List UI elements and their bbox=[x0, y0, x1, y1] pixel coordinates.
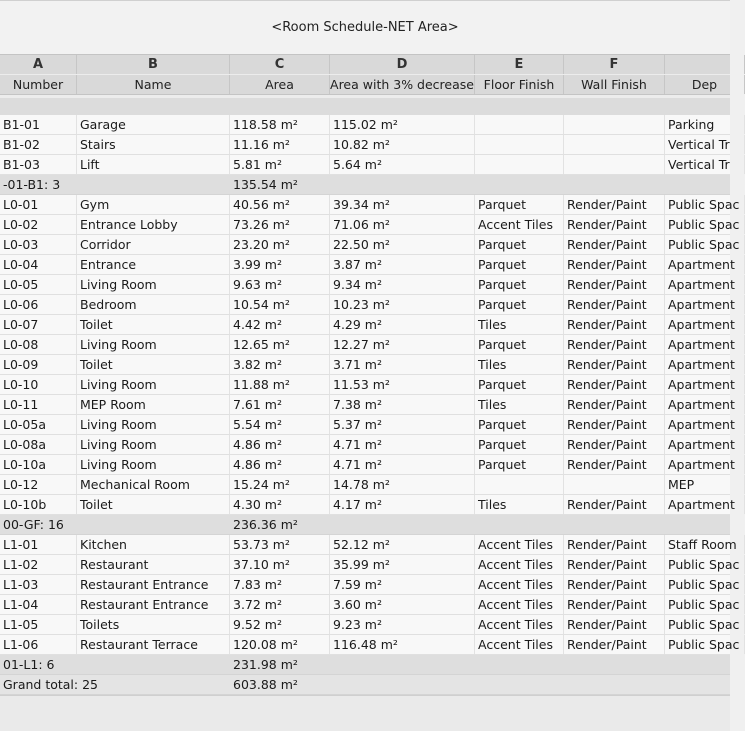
table-cell[interactable]: 7.83 m² bbox=[230, 575, 330, 594]
table-row[interactable] bbox=[0, 295, 735, 315]
table-cell[interactable]: Render/Paint bbox=[564, 455, 665, 474]
table-row[interactable] bbox=[0, 455, 735, 475]
table-cell[interactable]: 39.34 m² bbox=[330, 195, 475, 214]
table-cell[interactable]: 23.20 m² bbox=[230, 235, 330, 254]
table-cell[interactable]: L1-04 bbox=[0, 595, 77, 614]
table-cell[interactable]: Apartment bbox=[665, 395, 745, 414]
table-cell[interactable]: Grand total: 25 bbox=[3, 677, 98, 692]
table-cell[interactable]: L0-10a bbox=[0, 455, 77, 474]
table-cell[interactable] bbox=[665, 515, 745, 534]
table-cell[interactable]: 9.52 m² bbox=[230, 615, 330, 634]
column-header-4[interactable]: Floor Finish bbox=[475, 75, 564, 94]
table-cell[interactable]: Parquet bbox=[475, 435, 564, 454]
table-cell[interactable]: 12.65 m² bbox=[230, 335, 330, 354]
table-cell[interactable]: Restaurant bbox=[77, 555, 230, 574]
table-row[interactable] bbox=[0, 475, 730, 495]
table-cell[interactable]: Render/Paint bbox=[564, 275, 665, 294]
table-cell[interactable]: Parquet bbox=[475, 375, 564, 394]
table-cell[interactable]: Lift bbox=[77, 155, 230, 174]
table-cell[interactable]: Render/Paint bbox=[564, 435, 665, 454]
table-cell[interactable]: 9.63 m² bbox=[230, 275, 330, 294]
table-cell[interactable]: Corridor bbox=[77, 235, 230, 254]
table-cell[interactable]: 00-GF: 16 bbox=[3, 517, 64, 532]
table-cell[interactable]: -01-B1: 3 bbox=[3, 177, 61, 192]
table-cell[interactable]: Render/Paint bbox=[564, 595, 665, 614]
table-cell[interactable]: Public Spac bbox=[665, 595, 745, 614]
table-cell[interactable]: B1-02 bbox=[0, 135, 77, 154]
table-cell[interactable] bbox=[330, 175, 475, 194]
table-cell[interactable]: Bedroom bbox=[77, 295, 230, 314]
table-cell[interactable]: 10.54 m² bbox=[230, 295, 330, 314]
table-cell[interactable]: Parking bbox=[665, 115, 745, 134]
grand-total-row[interactable] bbox=[0, 675, 730, 695]
table-cell[interactable]: 53.73 m² bbox=[230, 535, 330, 554]
table-cell[interactable]: Render/Paint bbox=[564, 615, 665, 634]
table-row[interactable] bbox=[0, 395, 735, 415]
column-header-3[interactable]: Area with 3% decrease bbox=[330, 77, 474, 92]
table-cell[interactable]: L1-06 bbox=[0, 635, 77, 654]
table-cell[interactable]: Render/Paint bbox=[564, 315, 665, 334]
table-row[interactable] bbox=[0, 215, 740, 235]
column-letter-0[interactable]: A bbox=[0, 55, 77, 74]
table-cell[interactable]: Restaurant Entrance bbox=[77, 575, 230, 594]
table-cell[interactable]: Render/Paint bbox=[564, 215, 665, 234]
table-cell[interactable]: Restaurant Entrance bbox=[77, 595, 230, 614]
table-cell[interactable]: 11.16 m² bbox=[230, 135, 330, 154]
table-cell[interactable]: Accent Tiles bbox=[475, 595, 564, 614]
table-cell[interactable]: Render/Paint bbox=[564, 195, 665, 214]
table-cell[interactable] bbox=[475, 175, 564, 194]
table-cell[interactable]: 35.99 m² bbox=[330, 555, 475, 574]
table-cell[interactable]: 231.98 m² bbox=[233, 657, 298, 672]
column-letter-row bbox=[0, 54, 730, 75]
table-cell[interactable]: Public Spac bbox=[665, 555, 745, 574]
column-header-6[interactable]: Dep bbox=[665, 75, 745, 94]
table-cell[interactable] bbox=[665, 655, 745, 674]
table-cell[interactable]: 5.37 m² bbox=[330, 415, 475, 434]
table-row[interactable] bbox=[0, 535, 737, 555]
table-cell[interactable]: Render/Paint bbox=[564, 395, 665, 414]
table-cell[interactable] bbox=[564, 675, 665, 694]
table-cell[interactable]: 01-L1: 6 bbox=[3, 657, 55, 672]
table-cell[interactable]: 3.87 m² bbox=[330, 255, 475, 274]
column-header-0[interactable]: Number bbox=[0, 75, 77, 94]
column-letter-6[interactable] bbox=[665, 55, 745, 74]
column-header-1[interactable]: Name bbox=[77, 75, 230, 94]
table-cell[interactable] bbox=[475, 655, 564, 674]
table-cell[interactable]: Tiles bbox=[475, 495, 564, 514]
table-cell[interactable]: Tiles bbox=[475, 395, 564, 414]
table-cell[interactable]: L0-08a bbox=[0, 435, 77, 454]
table-cell[interactable]: 4.71 m² bbox=[330, 435, 475, 454]
table-cell[interactable]: Apartment bbox=[665, 315, 745, 334]
table-cell[interactable]: Parquet bbox=[475, 195, 564, 214]
table-cell[interactable]: Accent Tiles bbox=[475, 615, 564, 634]
table-row[interactable] bbox=[0, 275, 735, 295]
header-spacer-line bbox=[0, 95, 730, 98]
table-cell[interactable]: Apartment bbox=[665, 275, 745, 294]
table-cell[interactable]: 4.30 m² bbox=[230, 495, 330, 514]
table-cell[interactable]: Toilet bbox=[77, 315, 230, 334]
table-cell[interactable]: Parquet bbox=[475, 335, 564, 354]
table-cell[interactable] bbox=[475, 155, 564, 174]
table-cell[interactable]: Restaurant Terrace bbox=[77, 635, 230, 654]
table-cell[interactable]: 11.53 m² bbox=[330, 375, 475, 394]
table-cell[interactable]: 3.71 m² bbox=[330, 355, 475, 374]
table-cell[interactable]: 120.08 m² bbox=[230, 635, 330, 654]
table-cell[interactable] bbox=[564, 515, 665, 534]
table-cell[interactable]: Gym bbox=[77, 195, 230, 214]
table-row[interactable] bbox=[0, 635, 740, 655]
table-cell[interactable] bbox=[475, 475, 564, 494]
table-cell[interactable]: L0-05a bbox=[0, 415, 77, 434]
table-cell[interactable]: 4.42 m² bbox=[230, 315, 330, 334]
table-row[interactable] bbox=[0, 435, 735, 455]
table-row[interactable] bbox=[0, 115, 730, 135]
table-cell[interactable] bbox=[564, 655, 665, 674]
table-row[interactable] bbox=[0, 555, 740, 575]
table-row[interactable] bbox=[0, 335, 735, 355]
table-cell[interactable]: Garage bbox=[77, 115, 230, 134]
table-cell[interactable]: 115.02 m² bbox=[330, 115, 475, 134]
table-cell[interactable]: Render/Paint bbox=[564, 415, 665, 434]
table-row[interactable] bbox=[0, 355, 735, 375]
table-cell[interactable]: Render/Paint bbox=[564, 255, 665, 274]
table-cell[interactable]: 3.82 m² bbox=[230, 355, 330, 374]
table-cell[interactable]: Render/Paint bbox=[564, 635, 665, 654]
table-cell[interactable]: L0-01 bbox=[0, 195, 77, 214]
table-cell[interactable]: Accent Tiles bbox=[475, 535, 564, 554]
table-row[interactable] bbox=[0, 375, 735, 395]
table-row[interactable] bbox=[0, 615, 740, 635]
table-cell[interactable]: 15.24 m² bbox=[230, 475, 330, 494]
table-cell[interactable]: 5.54 m² bbox=[230, 415, 330, 434]
table-cell[interactable]: Parquet bbox=[475, 455, 564, 474]
table-cell[interactable]: Living Room bbox=[77, 275, 230, 294]
table-cell[interactable] bbox=[475, 515, 564, 534]
schedule-table-body bbox=[0, 115, 740, 695]
table-cell[interactable]: Render/Paint bbox=[564, 355, 665, 374]
table-row[interactable] bbox=[0, 135, 730, 155]
table-row[interactable] bbox=[0, 155, 730, 175]
table-row[interactable] bbox=[0, 315, 735, 335]
table-cell[interactable]: Mechanical Room bbox=[77, 475, 230, 494]
table-cell[interactable]: Render/Paint bbox=[564, 335, 665, 354]
table-cell[interactable]: 9.34 m² bbox=[330, 275, 475, 294]
table-cell[interactable]: Public Spac bbox=[665, 215, 745, 234]
table-cell[interactable]: Render/Paint bbox=[564, 575, 665, 594]
table-cell[interactable] bbox=[564, 115, 665, 134]
table-cell[interactable] bbox=[475, 115, 564, 134]
table-cell[interactable]: 22.50 m² bbox=[330, 235, 475, 254]
table-row[interactable] bbox=[0, 415, 735, 435]
table-cell[interactable]: Toilet bbox=[77, 495, 230, 514]
table-cell[interactable]: Living Room bbox=[77, 335, 230, 354]
table-cell[interactable]: Living Room bbox=[77, 455, 230, 474]
table-cell[interactable]: Render/Paint bbox=[564, 235, 665, 254]
table-row[interactable] bbox=[0, 235, 740, 255]
table-cell[interactable]: L0-09 bbox=[0, 355, 77, 374]
table-cell[interactable]: 73.26 m² bbox=[230, 215, 330, 234]
table-cell[interactable] bbox=[665, 175, 745, 194]
table-cell[interactable]: L0-02 bbox=[0, 215, 77, 234]
table-cell[interactable]: Tiles bbox=[475, 315, 564, 334]
column-header-5[interactable]: Wall Finish bbox=[564, 75, 665, 94]
header-spacer-row bbox=[0, 95, 730, 115]
table-cell[interactable]: L0-05 bbox=[0, 275, 77, 294]
table-cell[interactable]: Stairs bbox=[77, 135, 230, 154]
table-cell[interactable]: L1-01 bbox=[0, 535, 77, 554]
table-cell[interactable]: L0-03 bbox=[0, 235, 77, 254]
table-cell[interactable]: Public Spac bbox=[665, 195, 745, 214]
table-cell[interactable]: Parquet bbox=[475, 295, 564, 314]
table-cell[interactable]: Entrance bbox=[77, 255, 230, 274]
table-cell[interactable]: 4.86 m² bbox=[230, 455, 330, 474]
table-cell[interactable]: Apartment bbox=[665, 455, 745, 474]
schedule-title: <Room Schedule-NET Area> bbox=[271, 20, 459, 35]
table-cell[interactable]: Apartment bbox=[665, 495, 745, 514]
table-cell[interactable]: Tiles bbox=[475, 355, 564, 374]
table-row[interactable] bbox=[0, 495, 735, 515]
table-cell[interactable]: 10.23 m² bbox=[330, 295, 475, 314]
table-cell[interactable]: Render/Paint bbox=[564, 495, 665, 514]
table-cell[interactable]: L0-06 bbox=[0, 295, 77, 314]
table-cell[interactable]: 603.88 m² bbox=[233, 677, 298, 692]
table-cell[interactable]: Accent Tiles bbox=[475, 575, 564, 594]
table-cell[interactable]: Living Room bbox=[77, 415, 230, 434]
table-cell[interactable] bbox=[564, 475, 665, 494]
table-cell[interactable]: Apartment bbox=[665, 355, 745, 374]
table-row[interactable] bbox=[0, 255, 735, 275]
schedule-title-band bbox=[0, 0, 730, 54]
table-cell[interactable]: 4.71 m² bbox=[330, 455, 475, 474]
table-cell[interactable]: L0-11 bbox=[0, 395, 77, 414]
table-cell[interactable]: Apartment bbox=[665, 255, 745, 274]
table-cell[interactable]: Accent Tiles bbox=[475, 635, 564, 654]
table-cell[interactable]: MEP bbox=[665, 475, 745, 494]
table-cell[interactable]: Render/Paint bbox=[564, 375, 665, 394]
table-cell[interactable]: Accent Tiles bbox=[475, 215, 564, 234]
table-row[interactable] bbox=[0, 595, 740, 615]
table-cell[interactable] bbox=[330, 515, 475, 534]
table-cell[interactable]: L0-08 bbox=[0, 335, 77, 354]
table-cell[interactable]: Vertical Tr bbox=[665, 155, 745, 174]
table-cell[interactable]: 3.72 m² bbox=[230, 595, 330, 614]
table-cell[interactable]: 52.12 m² bbox=[330, 535, 475, 554]
table-cell[interactable]: 9.23 m² bbox=[330, 615, 475, 634]
table-cell[interactable]: Apartment bbox=[665, 415, 745, 434]
table-cell[interactable]: 37.10 m² bbox=[230, 555, 330, 574]
table-cell[interactable]: 7.59 m² bbox=[330, 575, 475, 594]
table-cell[interactable]: 118.58 m² bbox=[230, 115, 330, 134]
table-cell[interactable]: Living Room bbox=[77, 435, 230, 454]
table-cell[interactable]: Render/Paint bbox=[564, 555, 665, 574]
table-cell[interactable]: Parquet bbox=[475, 255, 564, 274]
table-cell[interactable]: L0-07 bbox=[0, 315, 77, 334]
table-row[interactable] bbox=[0, 575, 740, 595]
table-cell[interactable]: Apartment bbox=[665, 435, 745, 454]
table-cell[interactable]: 7.38 m² bbox=[330, 395, 475, 414]
column-letter-1[interactable]: B bbox=[77, 55, 230, 74]
column-header-row bbox=[0, 75, 730, 95]
table-cell[interactable]: Entrance Lobby bbox=[77, 215, 230, 234]
table-cell[interactable] bbox=[475, 135, 564, 154]
table-cell[interactable]: 11.88 m² bbox=[230, 375, 330, 394]
table-cell[interactable]: Apartment bbox=[665, 295, 745, 314]
table-cell[interactable]: Public Spac bbox=[665, 235, 745, 254]
table-cell[interactable] bbox=[564, 135, 665, 154]
table-cell[interactable]: L0-12 bbox=[0, 475, 77, 494]
table-cell[interactable]: 5.64 m² bbox=[330, 155, 475, 174]
table-cell[interactable]: 3.99 m² bbox=[230, 255, 330, 274]
table-cell[interactable]: Public Spac bbox=[665, 575, 745, 594]
column-letter-2[interactable]: C bbox=[230, 55, 330, 74]
table-cell[interactable]: Public Spac bbox=[665, 635, 745, 654]
column-letter-5[interactable]: F bbox=[564, 55, 665, 74]
column-letter-4[interactable]: E bbox=[475, 55, 564, 74]
table-cell[interactable]: 3.60 m² bbox=[330, 595, 475, 614]
table-cell[interactable]: L1-05 bbox=[0, 615, 77, 634]
table-row[interactable] bbox=[0, 195, 740, 215]
table-cell[interactable]: 236.36 m² bbox=[233, 517, 298, 532]
group-subtotal-row[interactable] bbox=[0, 515, 730, 535]
table-cell[interactable]: MEP Room bbox=[77, 395, 230, 414]
table-cell[interactable] bbox=[665, 675, 745, 694]
table-cell[interactable]: Staff Room bbox=[665, 535, 745, 554]
table-cell[interactable]: B1-03 bbox=[0, 155, 77, 174]
table-cell[interactable]: Toilet bbox=[77, 355, 230, 374]
table-cell[interactable]: Vertical Tr bbox=[665, 135, 745, 154]
schedule-footer-area bbox=[0, 695, 730, 731]
table-cell[interactable] bbox=[564, 155, 665, 174]
table-cell[interactable] bbox=[330, 655, 475, 674]
table-cell[interactable]: L1-02 bbox=[0, 555, 77, 574]
table-cell[interactable]: 116.48 m² bbox=[330, 635, 475, 654]
table-cell[interactable]: 135.54 m² bbox=[233, 177, 298, 192]
column-header-2[interactable]: Area bbox=[230, 75, 330, 94]
table-cell[interactable]: 40.56 m² bbox=[230, 195, 330, 214]
table-cell[interactable] bbox=[564, 175, 665, 194]
table-cell[interactable]: 10.82 m² bbox=[330, 135, 475, 154]
table-cell[interactable]: Kitchen bbox=[77, 535, 230, 554]
table-cell[interactable]: B1-01 bbox=[0, 115, 77, 134]
table-cell[interactable]: 71.06 m² bbox=[330, 215, 475, 234]
table-cell[interactable]: Apartment bbox=[665, 375, 745, 394]
table-cell[interactable]: Apartment bbox=[665, 335, 745, 354]
table-cell[interactable]: Public Spac bbox=[665, 615, 745, 634]
table-cell[interactable]: Parquet bbox=[475, 235, 564, 254]
table-cell[interactable]: Toilets bbox=[77, 615, 230, 634]
table-cell[interactable]: Living Room bbox=[77, 375, 230, 394]
table-cell[interactable]: Accent Tiles bbox=[475, 555, 564, 574]
table-cell[interactable] bbox=[330, 675, 475, 694]
table-cell[interactable]: 5.81 m² bbox=[230, 155, 330, 174]
group-subtotal-row[interactable] bbox=[0, 655, 730, 675]
table-cell[interactable]: Parquet bbox=[475, 415, 564, 434]
table-cell[interactable]: Render/Paint bbox=[564, 295, 665, 314]
table-cell[interactable]: 7.61 m² bbox=[230, 395, 330, 414]
table-cell[interactable] bbox=[475, 675, 564, 694]
column-letter-3[interactable]: D bbox=[330, 55, 475, 74]
group-subtotal-row[interactable] bbox=[0, 175, 730, 195]
table-cell[interactable]: Parquet bbox=[475, 275, 564, 294]
table-cell[interactable]: L1-03 bbox=[0, 575, 77, 594]
table-cell[interactable]: 4.86 m² bbox=[230, 435, 330, 454]
table-cell[interactable]: 14.78 m² bbox=[330, 475, 475, 494]
table-cell[interactable]: 4.29 m² bbox=[330, 315, 475, 334]
table-cell[interactable]: Render/Paint bbox=[564, 535, 665, 554]
table-cell[interactable]: 12.27 m² bbox=[330, 335, 475, 354]
table-cell[interactable]: 4.17 m² bbox=[330, 495, 475, 514]
table-cell[interactable]: L0-10 bbox=[0, 375, 77, 394]
table-cell[interactable]: L0-10b bbox=[0, 495, 77, 514]
table-cell[interactable]: L0-04 bbox=[0, 255, 77, 274]
